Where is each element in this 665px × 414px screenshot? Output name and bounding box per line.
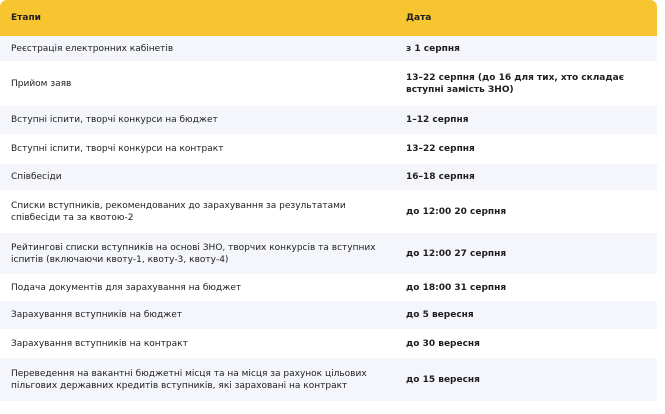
table-row xyxy=(0,275,657,301)
date-cell: до 15 вересня xyxy=(395,358,657,402)
date-cell: до 30 вересня xyxy=(395,330,657,358)
stage-cell: Вступні іспити, творчі конкурси на бюджет xyxy=(0,106,395,135)
stage-cell: Реєстрація електронних кабінетів xyxy=(0,36,395,62)
stage-cell: Переведення на вакантні бюджетні місця та на місця за рахунок цільових пільгових державних кредитів вступників, які зараховані на контракт xyxy=(0,358,395,402)
table-row xyxy=(0,233,657,275)
stage-cell: Рейтингові списки вступників на основі ЗНО, творчих конкурсів та вступних іспитів (включаючи квоту-1, квоту-3, квоту-4) xyxy=(0,233,395,275)
table-row xyxy=(0,36,657,62)
column-header-date: Дата xyxy=(395,0,657,36)
date-cell: до 18:00 31 серпня xyxy=(395,275,657,301)
table-row xyxy=(0,135,657,164)
table-row xyxy=(0,62,657,106)
date-cell: 16–18 серпня xyxy=(395,164,657,191)
stage-cell: Вступні іспити, творчі конкурси на контракт xyxy=(0,135,395,164)
date-cell: до 5 вересня xyxy=(395,301,657,330)
table-row xyxy=(0,106,657,135)
table-header xyxy=(0,0,657,36)
date-cell: 13–22 серпня (до 16 для тих, хто складає вступні замість ЗНО) xyxy=(395,62,657,106)
stage-cell: Зарахування вступників на бюджет xyxy=(0,301,395,330)
date-cell: до 12:00 20 серпня xyxy=(395,191,657,233)
table-row xyxy=(0,358,657,402)
stage-cell: Зарахування вступників на контракт xyxy=(0,330,395,358)
stage-cell: Прийом заяв xyxy=(0,62,395,106)
date-cell: 1–12 серпня xyxy=(395,106,657,135)
table-row xyxy=(0,164,657,191)
stage-cell: Подача документів для зарахування на бюджет xyxy=(0,275,395,301)
date-cell: 13–22 серпня xyxy=(395,135,657,164)
table-row xyxy=(0,330,657,358)
date-cell: з 1 серпня xyxy=(395,36,657,62)
stage-cell: Співбесіди xyxy=(0,164,395,191)
date-cell: до 12:00 27 серпня xyxy=(395,233,657,275)
stage-cell: Списки вступників, рекомендованих до зарахування за результатами співбесіди та за квотою-2 xyxy=(0,191,395,233)
table-body xyxy=(0,36,657,402)
table-row xyxy=(0,191,657,233)
header-row xyxy=(0,0,657,36)
table-row xyxy=(0,301,657,330)
column-header-stage: Етапи xyxy=(0,0,395,36)
